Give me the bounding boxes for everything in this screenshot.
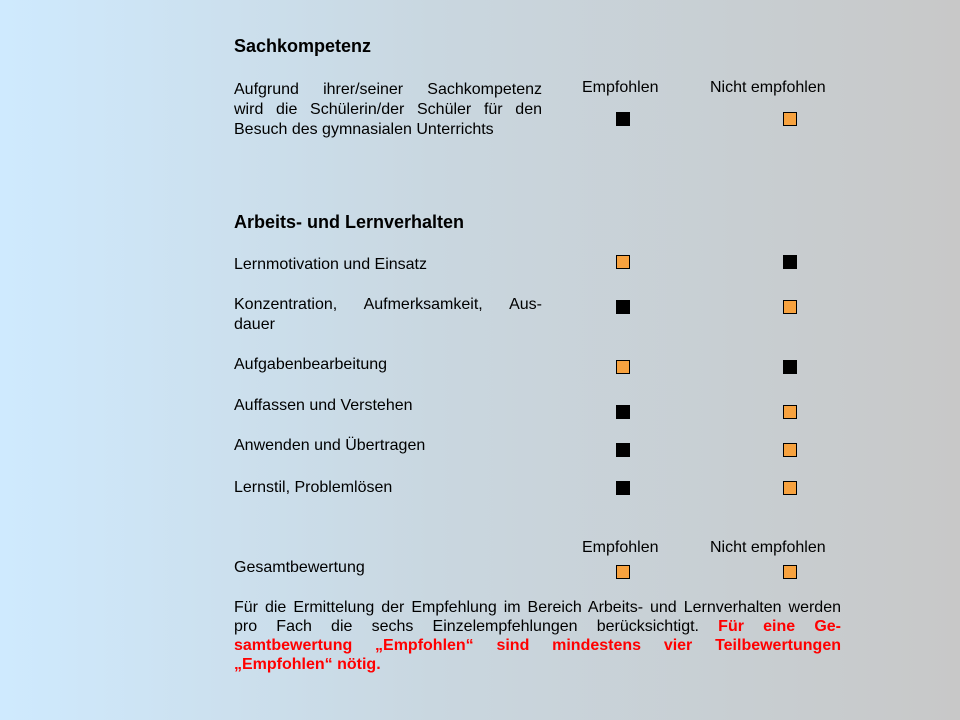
lernmotivation-empfohlen-checkbox[interactable] (616, 255, 630, 269)
konzentration-empfohlen-checkbox[interactable] (616, 300, 630, 314)
sachkompetenz-line-2: wird die Schülerin/der Schüler für den (234, 101, 542, 118)
konzentration-line-2: dauer (234, 316, 275, 333)
item-label-aufgabenbearbeitung: Aufgabenbearbeitung (234, 356, 388, 373)
note-normal-text: Für die Ermittelung der Empfehlung im Bereich Arbeits- und Lernverhalten werden pro Fach die sechs Einzelempfehlungen berücksichtigt. (234, 599, 841, 635)
sachkompetenz-empfohlen-checkbox[interactable] (616, 112, 630, 126)
lernstil-nicht-empfohlen-checkbox[interactable] (783, 481, 797, 495)
sachkompetenz-line-3: Besuch des gymnasialen Unterrichts (234, 121, 494, 138)
lernmotivation-nicht-empfohlen-checkbox[interactable] (783, 255, 797, 269)
item-label-anwenden: Anwenden und Übertragen (234, 437, 426, 454)
column-header-nicht-empfohlen-gesamt: Nicht empfohlen (710, 539, 826, 556)
auffassen-nicht-empfohlen-checkbox[interactable] (783, 405, 797, 419)
item-label-lernmotivation: Lernmotivation und Einsatz (234, 256, 427, 273)
sachkompetenz-nicht-empfohlen-checkbox[interactable] (783, 112, 797, 126)
section-heading-sachkompetenz: Sachkompetenz (234, 36, 372, 56)
item-label-konzentration (234, 295, 542, 335)
item-label-lernstil: Lernstil, Problemlösen (234, 479, 393, 496)
explanation-note (234, 598, 841, 674)
item-label-auffassen: Auffassen und Verstehen (234, 397, 413, 414)
sachkompetenz-text (234, 80, 542, 140)
lernstil-empfohlen-checkbox[interactable] (616, 481, 630, 495)
anwenden-empfohlen-checkbox[interactable] (616, 443, 630, 457)
auffassen-empfohlen-checkbox[interactable] (616, 405, 630, 419)
aufgabenbearbeitung-empfohlen-checkbox[interactable] (616, 360, 630, 374)
column-header-empfohlen: Empfohlen (582, 79, 659, 96)
column-header-nicht-empfohlen: Nicht empfohlen (710, 79, 826, 96)
sachkompetenz-line-1: Aufgrund ihrer/seiner Sachkompetenz (234, 81, 542, 98)
gesamtbewertung-label: Gesamtbewertung (234, 559, 365, 576)
aufgabenbearbeitung-nicht-empfohlen-checkbox[interactable] (783, 360, 797, 374)
section-heading-arbeits-lernverhalten: Arbeits- und Lernverhalten (234, 212, 465, 232)
konzentration-line-1: Konzentration, Aufmerksamkeit, Aus- (234, 296, 542, 313)
gesamtbewertung-empfohlen-checkbox[interactable] (616, 565, 630, 579)
gesamtbewertung-nicht-empfohlen-checkbox[interactable] (783, 565, 797, 579)
anwenden-nicht-empfohlen-checkbox[interactable] (783, 443, 797, 457)
konzentration-nicht-empfohlen-checkbox[interactable] (783, 300, 797, 314)
note-highlight-text: Für eine Ge-samtbewertung „Empfohlen“ sind mindestens vier Teilbewertungen „Empfohlen“ nötig. (234, 618, 841, 673)
column-header-empfohlen-gesamt: Empfohlen (582, 539, 659, 556)
